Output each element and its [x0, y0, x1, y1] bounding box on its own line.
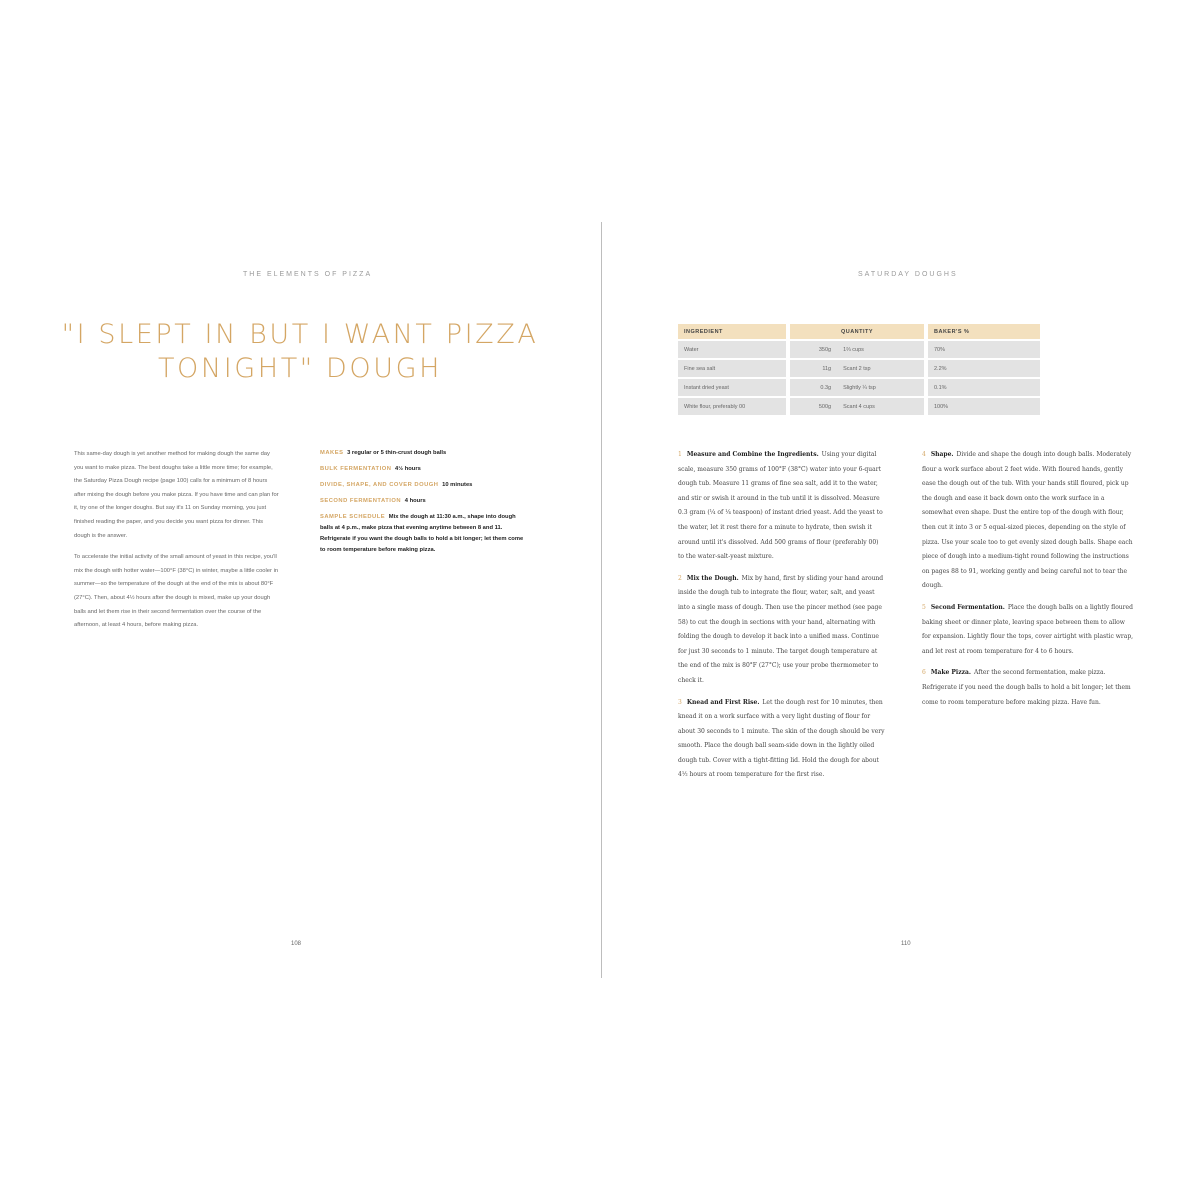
- step-text: Mix by hand, first by sliding your hand around inside the dough tub to integrate the flour, water, salt, and yeast into a single mass of dough. Then use the pincer method (see page 58) to cut the dough in sections with your hand, alternating with folding the dough to develop it back into a unified mass. Continue for just 30 seconds to 1 minute. The target dough temperature at the end of the mix is 80°F (27°C); use your probe thermometer to check it.: [678, 574, 884, 684]
- method-steps-column-1: [678, 448, 886, 790]
- method-step: [922, 601, 1134, 659]
- table-row: [678, 397, 1040, 415]
- step-text: Using your digital scale, measure 350 grams of 100°F (38°C) water into your 6-quart dough tub. Measure 11 grams of fine sea salt, add it to the water, and stir or swish it around in the tub until it is dissolved. Measure 0.3 gram (¼ of ¼ teaspoon) of instant dried yeast. Add the yeast to the water, let it rest there for a minute to hydrate, then swish it around until it's dissolved. Add 500 grams of flour (preferably 00) to the water-salt-yeast mixture.: [678, 451, 883, 561]
- method-step: [678, 448, 886, 565]
- table-header-row: [678, 324, 1040, 340]
- stat-label: DIVIDE, SHAPE, AND COVER DOUGH: [320, 482, 439, 488]
- step-number: 5: [922, 603, 926, 611]
- step-text: Place the dough balls on a lightly floured baking sheet or dinner plate, leaving space between them to allow for expansion. Lightly flour the tops, cover airtight with plastic wrap, and let rest at room temperature for 4 to 6 hours.: [922, 603, 1134, 655]
- col-quantity: QUANTITY: [790, 324, 924, 340]
- stat-bulk-fermentation: [320, 464, 530, 475]
- cell-ingredient: Instant dried yeast: [678, 378, 786, 397]
- ingredient-table: [678, 324, 1040, 415]
- method-step: [678, 696, 886, 784]
- step-title: Make Pizza.: [930, 669, 972, 677]
- col-ingredient: INGREDIENT: [678, 324, 786, 340]
- stat-second-fermentation: [320, 496, 530, 507]
- table-row: [678, 378, 1040, 397]
- cell-pct: 100%: [928, 397, 1040, 415]
- page-gutter: [601, 222, 602, 978]
- cell-pct: 70%: [928, 340, 1040, 359]
- stat-label: SAMPLE SCHEDULE: [320, 514, 386, 520]
- step-number: 1: [678, 451, 682, 458]
- cell-volume: 1⅔ cups: [837, 340, 924, 359]
- cell-ingredient: Water: [678, 340, 786, 359]
- cell-grams: 11g: [790, 359, 837, 378]
- step-text: Let the dough rest for 10 minutes, then knead it on a work surface with a very light dusting of flour for about 30 seconds to 1 minute. The skin of the dough should be very smooth. Place the dough ball seam-side down in the lightly oiled dough tub. Cover with a tight-fitting lid. Hold the dough for about 4½ hours at room temperature for the first rise.: [678, 698, 885, 779]
- stat-label: BULK FERMENTATION: [320, 466, 392, 472]
- cell-ingredient: Fine sea salt: [678, 359, 786, 378]
- step-number: 6: [922, 669, 926, 677]
- step-title: Mix the Dough.: [686, 574, 739, 582]
- cell-grams: 500g: [790, 397, 837, 415]
- recipe-stats: [320, 448, 530, 561]
- step-text: After the second fermentation, make pizza. Refrigerate if you need the dough balls to hold a bit longer; let them come to room temperature before making pizza. Have fun.: [922, 669, 1131, 706]
- step-title: Measure and Combine the Ingredients.: [686, 451, 819, 458]
- intro-paragraph: To accelerate the initial activity of the small amount of yeast in this recipe, you'll mix the dough with hotter water—100°F (38°C) in winter, maybe a little cooler in summer—so the temperature of the dough at the end of the mix is about 80°F (27°C). Then, about 4½ hours after the dough is mixed, make up your dough balls and let them rise in their second fermentation over the course of the afternoon, at least 4 hours, before making pizza.: [74, 554, 279, 629]
- method-step: [922, 448, 1134, 594]
- stat-label: MAKES: [320, 450, 344, 456]
- intro-paragraph: This same-day dough is yet another method for making dough the same day you want to make pizza. The best doughs take a little more time; for example, the Saturday Pizza Dough recipe (page 100) calls for a minimum of 8 hours after mixing the dough before you make pizza. If you have time and can plan for it, try one of the longer doughs. But say it's 11 on Sunday morning, you just finished reading the paper, and you decide you want pizza for dinner. This dough is the answer.: [74, 451, 279, 539]
- right-running-head: SATURDAY DOUGHS: [858, 271, 958, 278]
- step-number: 4: [922, 451, 926, 458]
- method-step: [922, 666, 1134, 710]
- right-page-number: 110: [901, 941, 911, 947]
- recipe-title-line1: "I SLEPT IN BUT I WANT PIZZA: [61, 319, 539, 350]
- cell-ingredient: White flour, preferably 00: [678, 397, 786, 415]
- left-page-number: 108: [291, 941, 302, 947]
- stat-sample-schedule: [320, 512, 530, 556]
- cell-volume: Scant 4 cups: [837, 397, 924, 415]
- cell-grams: 0.3g: [790, 378, 837, 397]
- col-bakers-pct: BAKER'S %: [928, 324, 1040, 340]
- stat-value: 4 hours: [404, 498, 426, 504]
- cell-volume: Slightly ¼ tsp: [837, 378, 924, 397]
- cell-pct: 0.1%: [928, 378, 1040, 397]
- step-number: 2: [678, 574, 682, 582]
- step-title: Shape.: [930, 451, 954, 458]
- intro-text: [74, 448, 279, 641]
- stat-value: 10 minutes: [442, 482, 473, 488]
- recipe-title: [40, 318, 560, 386]
- recipe-title-line2: TONIGHT" DOUGH: [157, 353, 443, 384]
- step-text: Divide and shape the dough into dough balls. Moderately flour a work surface about 2 feet wide. With floured hands, gently ease the dough out of the tub. With your hands still floured, pick up the dough and ease it back down onto the work surface in a somewhat even shape. Dust the entire top of the dough with flour, then cut it into 3 or 5 equal-sized pieces, depending on the style of pizza. Use your scale too to get evenly sized dough balls. Shape each piece of dough into a medium-tight round following the instructions on pages 88 to 91, working gently and being careful not to tear the dough.: [922, 451, 1133, 590]
- table-row: [678, 359, 1040, 378]
- stat-label: SECOND FERMENTATION: [320, 498, 402, 504]
- stat-value: Mix the dough at 11:30 a.m., shape into dough balls at 4 p.m., make pizza that evening anytime between 8 and 11. Refrigerate if you want the dough balls to hold a bit longer; let them come to room temperature before making pizza.: [320, 514, 524, 553]
- cell-volume: Scant 2 tsp: [837, 359, 924, 378]
- stat-makes: [320, 448, 530, 459]
- step-title: Knead and First Rise.: [686, 698, 760, 706]
- table-row: [678, 340, 1040, 359]
- step-title: Second Fermentation.: [930, 603, 1005, 611]
- stat-value: 4½ hours: [395, 466, 421, 472]
- left-running-head: THE ELEMENTS OF PIZZA: [243, 271, 373, 278]
- step-number: 3: [678, 698, 682, 706]
- method-step: [678, 572, 886, 689]
- cell-pct: 2.2%: [928, 359, 1040, 378]
- method-steps-column-2: [922, 448, 1134, 717]
- stat-value: 3 regular or 5 thin-crust dough balls: [347, 450, 447, 456]
- cell-grams: 350g: [790, 340, 837, 359]
- stat-divide-shape: [320, 480, 530, 491]
